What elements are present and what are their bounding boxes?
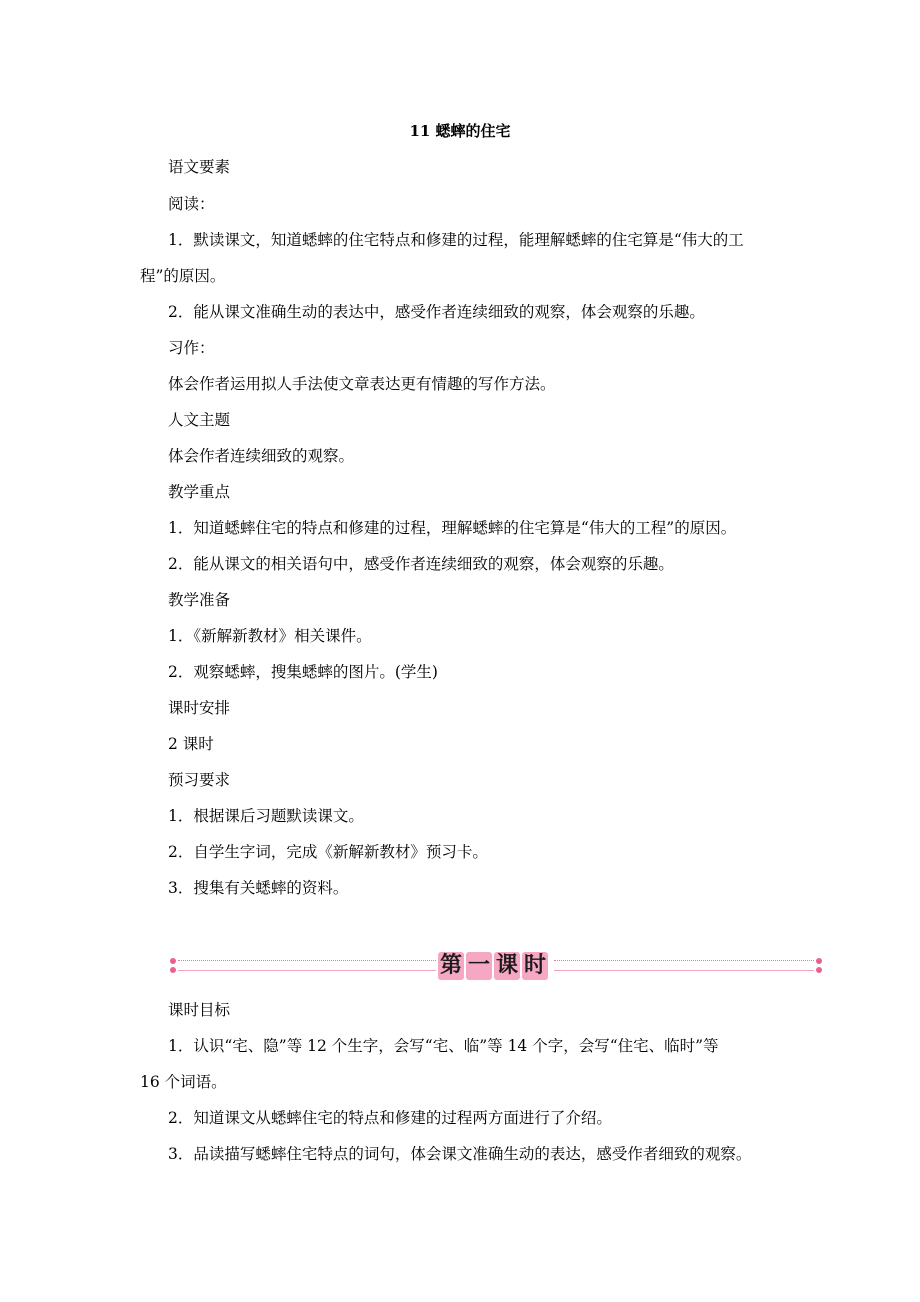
heading-lesson-goals: 课时目标: [168, 1001, 231, 1019]
heading-preparation: 教学准备: [168, 591, 231, 609]
goal-item-1: 1．认识“宅、隐”等 12 个生字，会写“宅、临”等 14 个字，会写“住宅、临时”等: [168, 1037, 719, 1055]
goal-item-2: 2．知道课文从蟋蟀住宅的特点和修建的过程两方面进行了介绍。: [168, 1109, 612, 1127]
reading-item-2: 2．能从课文准确生动的表达中，感受作者连续细致的观察，体会观察的乐趣。: [168, 303, 705, 321]
preview-item-1: 1．根据课后习题默读课文。: [168, 807, 364, 825]
heading-writing: 习作：: [168, 339, 215, 357]
heading-schedule: 课时安排: [168, 699, 231, 717]
reading-item-1: 1．默读课文，知道蟋蟀的住宅特点和修建的过程，能理解蟋蟀的住宅算是“伟大的工: [168, 231, 744, 249]
banner-dot: [816, 958, 822, 964]
banner-rule-right: [554, 970, 814, 971]
banner-char: 课: [495, 953, 518, 978]
goal-item-1-cont: 16 个词语。: [140, 1073, 227, 1091]
banner-label: [438, 952, 548, 980]
heading-humanities-theme: 人文主题: [168, 411, 231, 429]
heading-reading: 阅读：: [168, 195, 215, 213]
preview-item-3: 3．搜集有关蟋蟀的资料。: [168, 879, 349, 897]
preparation-item-2: 2．观察蟋蟀，搜集蟋蟀的图片。(学生): [168, 663, 438, 681]
banner-char: 一: [467, 953, 490, 978]
writing-item: 体会作者运用拟人手法使文章表达更有情趣的写作方法。: [168, 375, 556, 393]
humanities-theme-text: 体会作者连续细致的观察。: [168, 447, 355, 465]
focus-item-1: 1．知道蟋蟀住宅的特点和修建的过程，理解蟋蟀的住宅算是“伟大的工程”的原因。: [168, 519, 737, 537]
banner-dot: [170, 967, 176, 973]
banner-dot: [816, 967, 822, 973]
banner-rule-right: [554, 960, 814, 961]
heading-teaching-focus: 教学重点: [168, 483, 231, 501]
banner-char: 第: [439, 953, 462, 978]
banner-rule-left: [178, 960, 436, 961]
banner-dot: [170, 958, 176, 964]
goal-item-3: 3．品读描写蟋蟀住宅特点的词句，体会课文准确生动的表达，感受作者细致的观察。: [168, 1145, 752, 1163]
heading-language-elements: 语文要素: [168, 158, 231, 176]
reading-item-1-cont: 程”的原因。: [140, 267, 226, 285]
preview-item-2: 2．自学生字词，完成《新解新教材》预习卡。: [168, 843, 488, 861]
lesson-title: 11 蟋蟀的住宅: [409, 122, 511, 140]
preparation-item-1: 1．《新解新教材》相关课件。: [168, 627, 372, 645]
schedule-text: 2 课时: [168, 735, 214, 753]
banner-char: 时: [523, 953, 546, 978]
heading-preview: 预习要求: [168, 771, 231, 789]
focus-item-2: 2．能从课文的相关语句中，感受作者连续细致的观察，体会观察的乐趣。: [168, 555, 674, 573]
first-lesson-banner: [170, 950, 822, 984]
banner-rule-left: [178, 970, 436, 971]
